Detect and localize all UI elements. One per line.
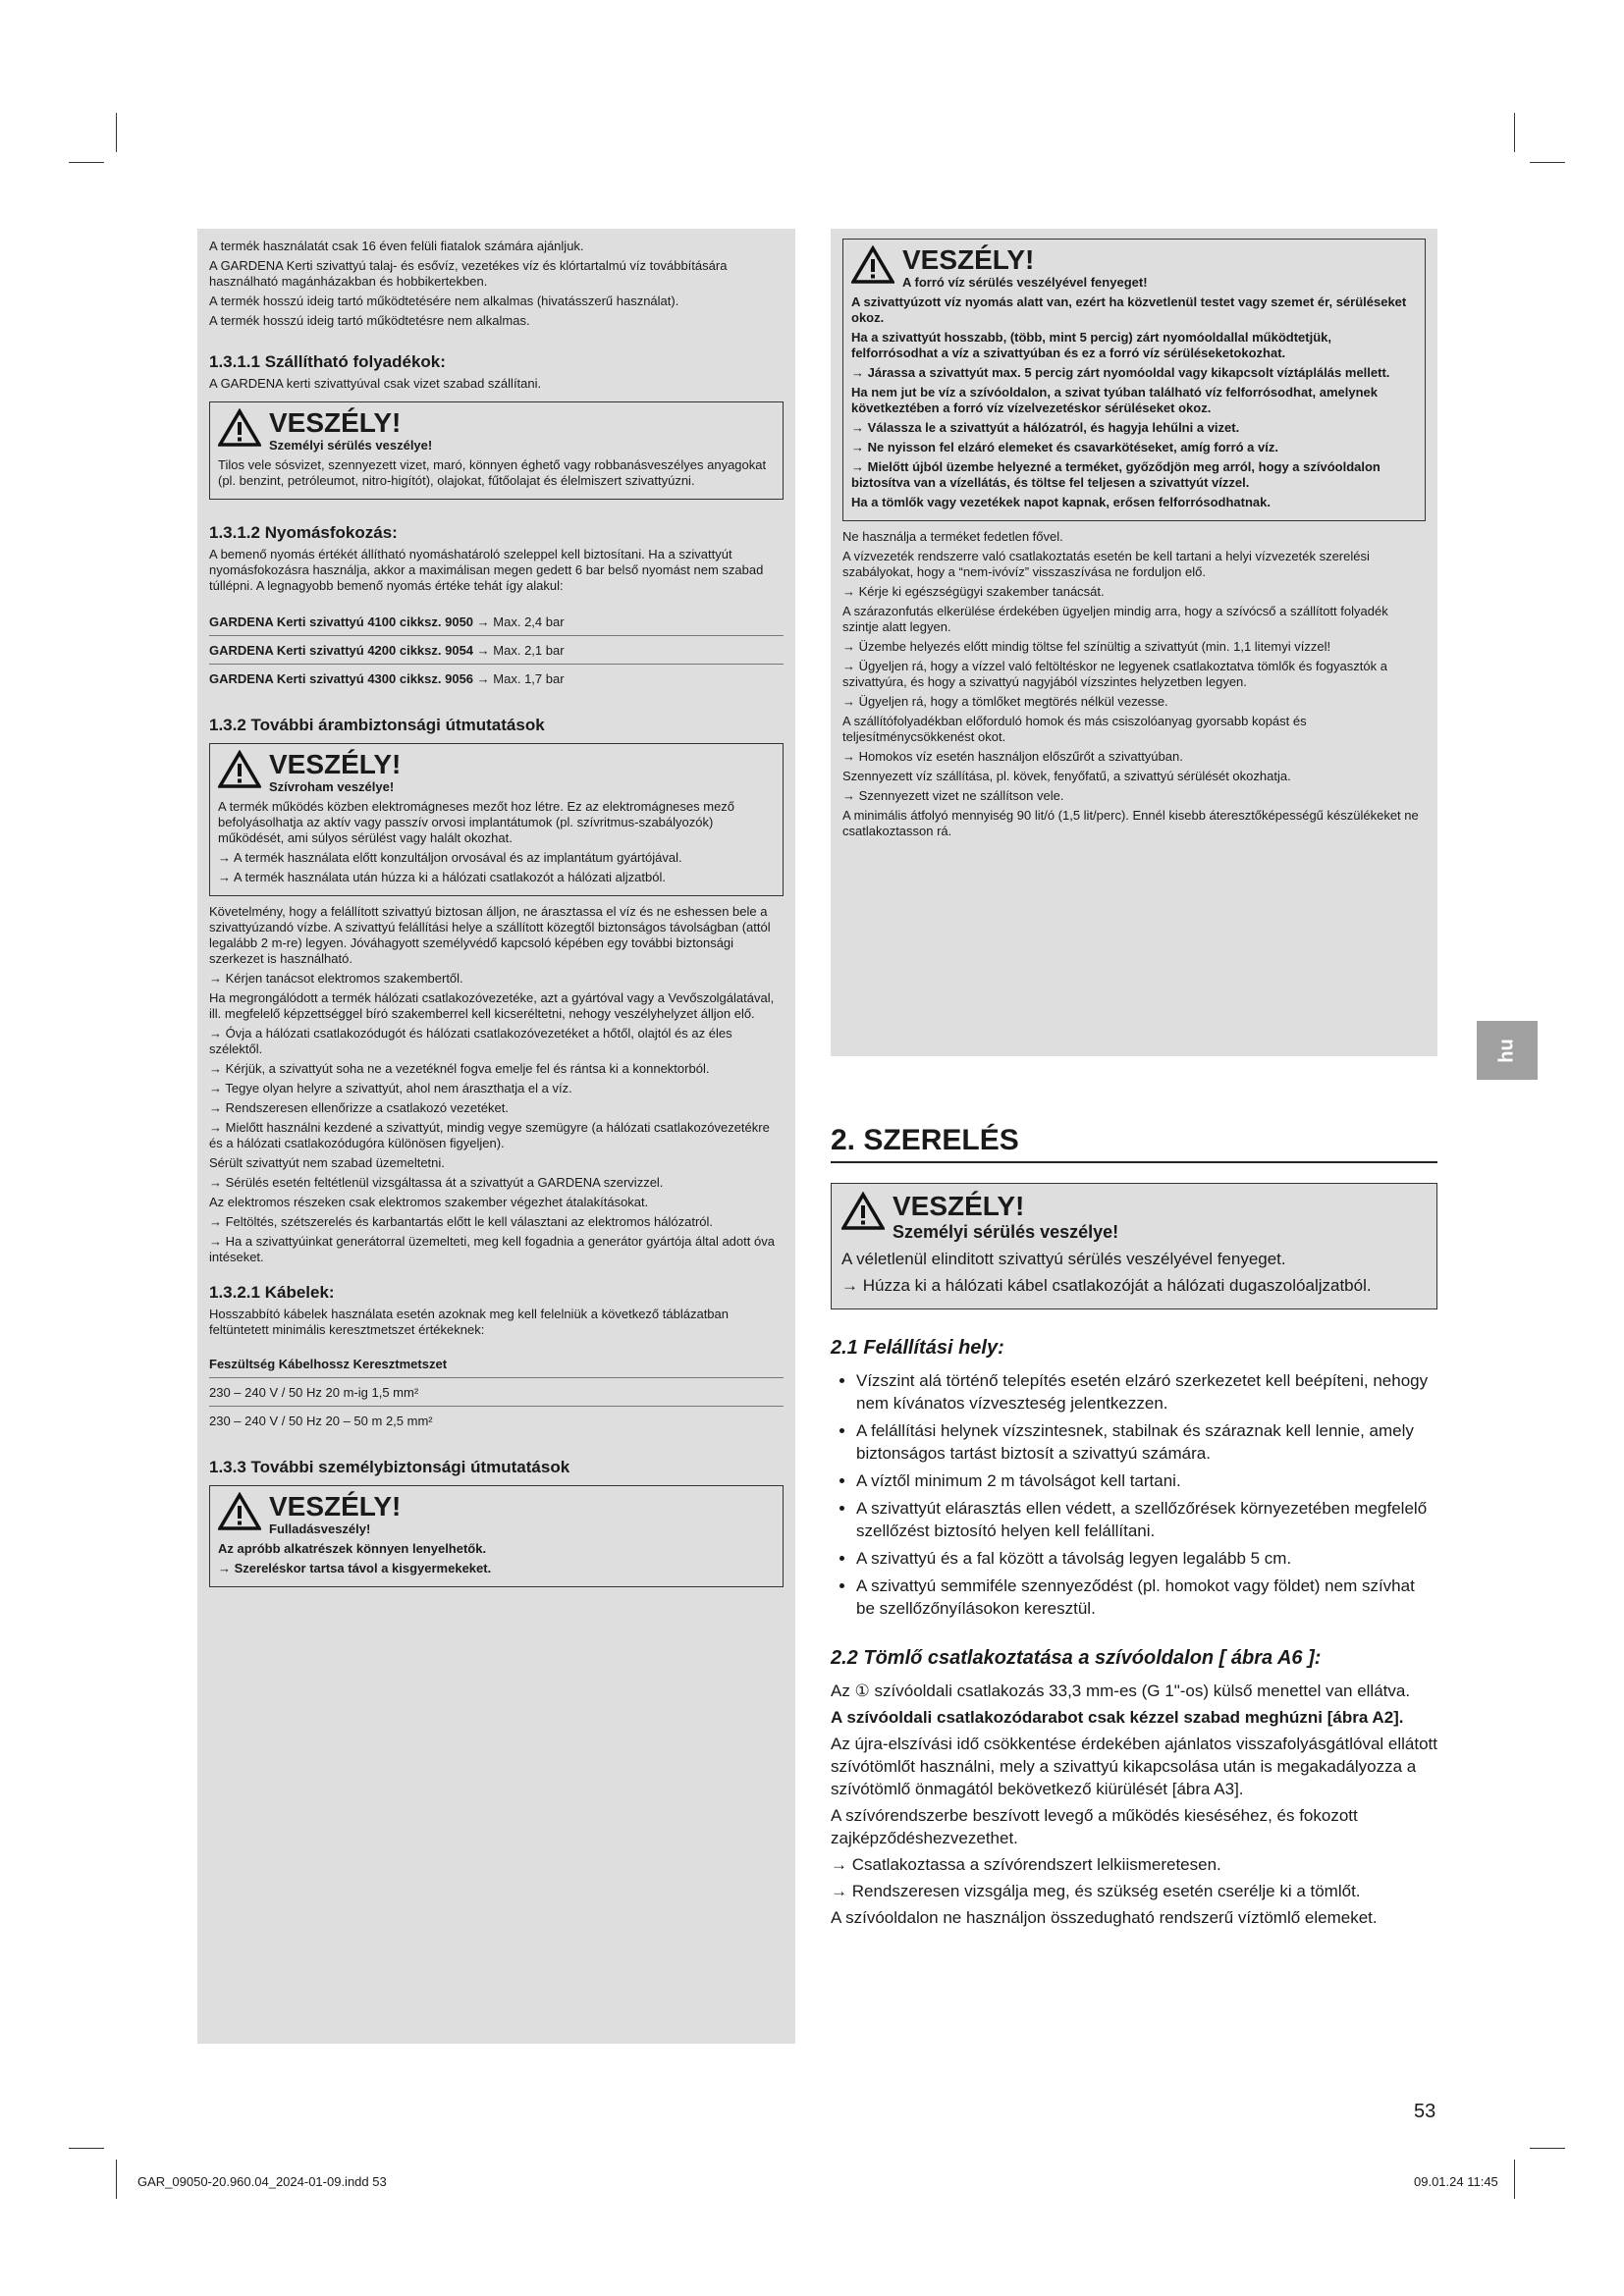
section-title: 2.2 Tömlő csatlakoztatása a szívóoldalon [ ábra A6 ]: bbox=[831, 1647, 1322, 1669]
danger-title: VESZÉLY! bbox=[269, 1491, 402, 1522]
danger-title: VESZÉLY! bbox=[893, 1191, 1025, 1221]
right-grey-block bbox=[831, 229, 1437, 1056]
footer-date: 09.01.24 11:45 bbox=[1414, 2174, 1498, 2189]
note-line: Szennyezett víz szállítása, pl. kövek, fenyőfatű, a szivattyú sérülését okozhatja. bbox=[842, 769, 1291, 783]
cable-table-row: 230 – 240 V / 50 Hz 20 – 50 m 2,5 mm² bbox=[209, 1414, 433, 1428]
danger-text: A termék működés közben elektromágneses mezőt hoz létre. Ez az elektromágneses mező befolyásolhatja az aktív vagy passzív orvosi implantátumok (pl. szívritmus-szabályozók) működését, ami súlyos sérülést vagy halált okozhat. bbox=[218, 799, 735, 845]
section-title: 1.3.3 További személybiztonsági útmutatások bbox=[209, 1458, 570, 1476]
danger-arrow: → A termék használata előtt konzultáljon orvosával és az implantátum gyártójával. bbox=[218, 850, 682, 865]
intro-line: A termék használatát csak 16 éven felüli fiatalok számára ajánljuk. bbox=[209, 239, 584, 253]
left-column bbox=[197, 229, 795, 2044]
danger-box bbox=[842, 239, 1426, 521]
section-text: A GARDENA kerti szivattyúval csak vizet szabad szállítani. bbox=[209, 376, 542, 391]
chapter-title: 2. SZERELÉS bbox=[831, 1129, 1437, 1163]
safety-line: → Sérülés esetén feltétlenül vizsgáltassa át a szivattyút a GARDENA szervizzel. bbox=[209, 1175, 664, 1190]
section-title: 1.3.1.2 Nyomásfokozás: bbox=[209, 523, 398, 542]
cable-table-row: 230 – 240 V / 50 Hz 20 m-ig 1,5 mm² bbox=[209, 1378, 784, 1407]
intro-line: A termék hosszú ideig tartó működtetésre nem alkalmas. bbox=[209, 313, 530, 328]
warning-icon bbox=[218, 1492, 261, 1531]
danger-title: VESZÉLY! bbox=[902, 244, 1035, 275]
danger-text: A véletlenül elinditott szivattyú sérülés veszélyével fenyeget. bbox=[841, 1250, 1286, 1268]
section-text: Az újra-elszívási idő csökkentése érdekében ajánlatos visszafolyásgátlóval ellátott szívótömlőt használni, mely a szivattyú kikapcsolása után is megakadályozza a szívótömlő önmagától bekövetkező kiürülését [ábra A3]. bbox=[831, 1735, 1437, 1798]
spec-row: GARDENA Kerti szivattyú 4300 cikksz. 9056 → Max. 1,7 bar bbox=[209, 671, 565, 686]
crop-mark bbox=[1514, 2160, 1515, 2199]
danger-line: Ha a tömlők vagy vezetékek napot kapnak, erősen felforrósodhatnak. bbox=[851, 495, 1271, 509]
crop-mark bbox=[1530, 162, 1565, 163]
danger-box bbox=[831, 1183, 1437, 1309]
note-line: Ne használja a terméket fedetlen fővel. bbox=[842, 529, 1063, 544]
danger-line: A szivattyúzott víz nyomás alatt van, ezért ha közvetlenül testet vagy szemet ér, sérüléseket okoz. bbox=[851, 294, 1407, 325]
footer-file: GAR_09050-20.960.04_2024-01-09.indd 53 bbox=[137, 2174, 387, 2189]
list-item: • A felállítási helynek vízszintesnek, stabilnak és száraznak kell lennie, amely biztonságos tartást biztosít a szivattyú számára. bbox=[856, 1419, 1437, 1465]
danger-line: Ha a szivattyút hosszabb, (több, mint 5 percig) zárt nyomóoldallal működtetjük, felforrósodhat a víz a szivattyúban és ez a forró víz sérüléseketokozhat. bbox=[851, 330, 1332, 360]
list-item: • Vízszint alá történő telepítés esetén elzáró szerkezetet kell beépíteni, nehogy nem kívánatos vízveszteség jelentkezzen. bbox=[856, 1369, 1437, 1415]
danger-title: VESZÉLY! bbox=[269, 407, 402, 438]
safety-line: Követelmény, hogy a felállított szivattyú biztosan álljon, ne árasztassa el víz és ne eshessen bele a szivattyúzandó vízbe. A szivattyú felállítási helye a szállított közegtől biztonságos távolságban (attól legalább 2 m-re) legyen. Jóváhagyott személyvédő kapcsoló képében egy további biztonsági szerkezet is használható. bbox=[209, 904, 771, 966]
safety-line: → Kérjen tanácsot elektromos szakembertől. bbox=[209, 971, 463, 986]
warning-icon bbox=[841, 1192, 885, 1231]
safety-line: → Ha a szivattyúinkat generátorral üzemelteti, meg kell fogadnia a generátor gyártója által adott óva intéseket. bbox=[209, 1234, 775, 1264]
note-line: A szárazonfutás elkerülése érdekében ügyeljen mindig arra, hogy a szívócső a szállított folyadék szintje alatt legyen. bbox=[842, 604, 1388, 634]
cable-table-header: Feszültség Kábelhossz Keresztmetszet bbox=[209, 1350, 784, 1378]
intro-line: A termék hosszú ideig tartó működtetésére nem alkalmas (hivatásszerű használat). bbox=[209, 294, 679, 308]
safety-line: → Óvja a hálózati csatlakozódugót és hálózati csatlakozóvezetéket a hőtől, olajtól és az éles szélektől. bbox=[209, 1026, 732, 1056]
safety-line: → Tegye olyan helyre a szivattyút, ahol nem áraszthatja el a víz. bbox=[209, 1081, 572, 1095]
list-item: • A víztől minimum 2 m távolságot kell tartani. bbox=[856, 1469, 1437, 1492]
danger-line: → Ne nyisson fel elzáró elemeket és csavarkötéseket, amíg forró a víz. bbox=[851, 440, 1278, 454]
warning-icon bbox=[218, 408, 261, 448]
safety-line: → Feltöltés, szétszerelés és karbantartás előtt le kell választani az elektromos hálózatról. bbox=[209, 1214, 714, 1229]
section-text: Az ① szívóoldali csatlakozás 33,3 mm-es (G 1"-os) külső menettel van ellátva. bbox=[831, 1682, 1411, 1700]
danger-line: → Járassa a szivattyút max. 5 percig zárt nyomóoldal vagy kikapcsolt víztáplálás mellett. bbox=[851, 365, 1390, 380]
safety-line: Sérült szivattyút nem szabad üzemeltetni. bbox=[209, 1155, 445, 1170]
safety-line: Ha megrongálódott a termék hálózati csatlakozóvezetéke, azt a gyártóval vagy a Vevőszolgálatával, ill. megfelelő képzettséggel bíró szakemberrel kell kicseréltetni, nehogy veszélyhelyzet álljon elő. bbox=[209, 990, 775, 1021]
danger-subtitle: Személyi sérülés veszélye! bbox=[269, 438, 433, 453]
note-line: → Kérje ki egészségügyi szakember tanácsát. bbox=[842, 584, 1105, 599]
note-line: → Szennyezett vizet ne szállítson vele. bbox=[842, 788, 1064, 803]
danger-line: → Válassza le a szivattyút a hálózatról, és hagyja lehűlni a vizet. bbox=[851, 420, 1240, 435]
crop-mark bbox=[1514, 113, 1515, 152]
section-text: A szívórendszerbe beszívott levegő a működés kieséséhez, és fokozott zajképződéshezvezethet. bbox=[831, 1806, 1358, 1847]
danger-title: VESZÉLY! bbox=[269, 749, 402, 779]
page-number: 53 bbox=[1414, 2101, 1436, 2122]
section-text: A bemenő nyomás értékét állítható nyomáshatároló szeleppel kell biztosítani. Ha a szivattyút nyomásfokozásra használja, akkor a maximálisan megen gedett 6 bar belső nyomást nem szabad túllépni. A legnagyobb bemenő nyomás értéke tehát így alakul: bbox=[209, 547, 764, 593]
placement-list bbox=[831, 1369, 1437, 1620]
right-column bbox=[831, 1124, 1437, 1933]
section-title: 1.3.2.1 Kábelek: bbox=[209, 1283, 335, 1302]
danger-text: Az apróbb alkatrészek könnyen lenyelhetők. bbox=[218, 1541, 487, 1556]
list-item: • A szivattyú és a fal között a távolság legyen legalább 5 cm. bbox=[856, 1547, 1437, 1570]
note-line: → Ügyeljen rá, hogy a tömlőket megtörés nélkül vezesse. bbox=[842, 694, 1168, 709]
safety-line: → Mielőtt használni kezdené a szivattyút, mindig vegye szemügyre (a hálózati csatlakozóvezetékre és a hálózati csatlakozódugóra különösen figyeljen). bbox=[209, 1120, 770, 1150]
danger-arrow: → A termék használata után húzza ki a hálózati csatlakozót a hálózati aljzatból. bbox=[218, 870, 666, 884]
danger-box bbox=[209, 743, 784, 896]
danger-subtitle: A forró víz sérülés veszélyével fenyeget! bbox=[902, 275, 1148, 290]
note-line: A szállítófolyadékban előforduló homok és más csiszolóanyag gyorsabb kopást és teljesítménycsökkenést okot. bbox=[842, 714, 1307, 744]
crop-mark bbox=[116, 2160, 117, 2199]
danger-box bbox=[209, 401, 784, 500]
danger-box bbox=[209, 1485, 784, 1587]
warning-icon bbox=[851, 245, 894, 285]
language-tab: hu bbox=[1477, 1021, 1538, 1080]
list-item: • A szivattyú semmiféle szennyeződést (pl. homokot vagy földet) nem szívhat be szellőzőnyílásokon keresztül. bbox=[856, 1575, 1437, 1620]
danger-subtitle: Szívroham veszélye! bbox=[269, 779, 395, 794]
note-line: A minimális átfolyó mennyiség 90 lit/ó (1,5 lit/perc). Ennél kisebb áteresztőképességű készülékeket ne csatlakoztasson rá. bbox=[842, 808, 1419, 838]
note-line: → Homokos víz esetén használjon előszűrőt a szivattyúban. bbox=[842, 749, 1183, 764]
danger-arrow: → Szereléskor tartsa távol a kisgyermekeket. bbox=[218, 1561, 492, 1575]
danger-subtitle: Személyi sérülés veszélye! bbox=[893, 1222, 1119, 1242]
intro-line: A GARDENA Kerti szivattyú talaj- és esővíz, vezetékes víz és klórtartalmú víz továbbítására használható magánházakban és hobbikertekben. bbox=[209, 258, 728, 289]
spec-row: GARDENA Kerti szivattyú 4200 cikksz. 9054 → Max. 2,1 bar bbox=[209, 636, 784, 665]
crop-mark bbox=[116, 113, 117, 152]
section-text: A szívóoldalon ne használjon összedugható rendszerű víztömlő elemeket. bbox=[831, 1908, 1378, 1927]
section-title: 2.1 Felállítási hely: bbox=[831, 1337, 1004, 1359]
danger-line: Ha nem jut be víz a szívóoldalon, a szivat tyúban található víz felforrósodhat, amelynek következtében a forró víz vízelvezetéskor sérüléseket okoz. bbox=[851, 385, 1379, 415]
crop-mark bbox=[69, 2148, 104, 2149]
section-bold: A szívóoldali csatlakozódarabot csak kézzel szabad meghúzni [ábra A2]. bbox=[831, 1708, 1404, 1727]
crop-mark bbox=[1530, 2148, 1565, 2149]
section-title: 1.3.2 További árambiztonsági útmutatások bbox=[209, 716, 545, 734]
list-item: • A szivattyút elárasztás ellen védett, a szellőzőrések környezetében megfelelő szellőzést biztosító helyen kell felállítani. bbox=[856, 1497, 1437, 1542]
safety-line: Az elektromos részeken csak elektromos szakember végezhet átalakításokat. bbox=[209, 1195, 649, 1209]
safety-line: → Kérjük, a szivattyút soha ne a vezetéknél fogva emelje fel és rántsa ki a konnektorból. bbox=[209, 1061, 710, 1076]
danger-text: Tilos vele sósvizet, szennyezett vizet, maró, könnyen éghető vagy robbanásveszélyes anyagokat (pl. benzint, petróleumot, nitro-higítót), olajokat, fűtőolajat és élelmiszert szivattyúzni. bbox=[218, 457, 767, 488]
section-arrow: → Csatlakoztassa a szívórendszert lelkiismeretesen. bbox=[831, 1855, 1221, 1874]
crop-mark bbox=[69, 162, 104, 163]
section-title: 1.3.1.1 Szállítható folyadékok: bbox=[209, 352, 446, 371]
danger-line: → Mielőtt újból üzembe helyezné a terméket, győződjön meg arról, hogy a szívóoldalon biztosítva van a vízellátás, és töltse fel teljesen a szivattyút vízzel. bbox=[851, 459, 1380, 490]
section-text: Hosszabbító kábelek használata esetén azoknak meg kell felelniük a következő táblázatban feltüntetett minimális keresztmetszet értékeknek: bbox=[209, 1307, 729, 1337]
note-line: → Üzembe helyezés előtt mindig töltse fel színültig a szivattyút (min. 1,1 litemyi vízzel! bbox=[842, 639, 1331, 654]
danger-subtitle: Fulladásveszély! bbox=[269, 1522, 371, 1536]
section-arrow: → Rendszeresen vizsgálja meg, és szükség esetén cserélje ki a tömlőt. bbox=[831, 1882, 1361, 1900]
safety-line: → Rendszeresen ellenőrizze a csatlakozó vezetéket. bbox=[209, 1100, 509, 1115]
note-line: → Ügyeljen rá, hogy a vízzel való feltöltéskor ne legyenek csatlakoztatva tömlők és fogyasztók a szivattyúra, és hogy a szivattyú nagyjából vízszintes helyzetben legyen. bbox=[842, 659, 1387, 689]
danger-arrow: → Húzza ki a hálózati kábel csatlakozóját a hálózati dugaszolóaljzatból. bbox=[841, 1276, 1372, 1295]
warning-icon bbox=[218, 750, 261, 789]
spec-row: GARDENA Kerti szivattyú 4100 cikksz. 9050 → Max. 2,4 bar bbox=[209, 608, 784, 636]
note-line: A vízvezeték rendszerre való csatlakoztatás esetén be kell tartani a helyi vízvezeték szerelési szabályokat, hogy a “nem-ivóvíz” visszaszívása ne forduljon elő. bbox=[842, 549, 1370, 579]
